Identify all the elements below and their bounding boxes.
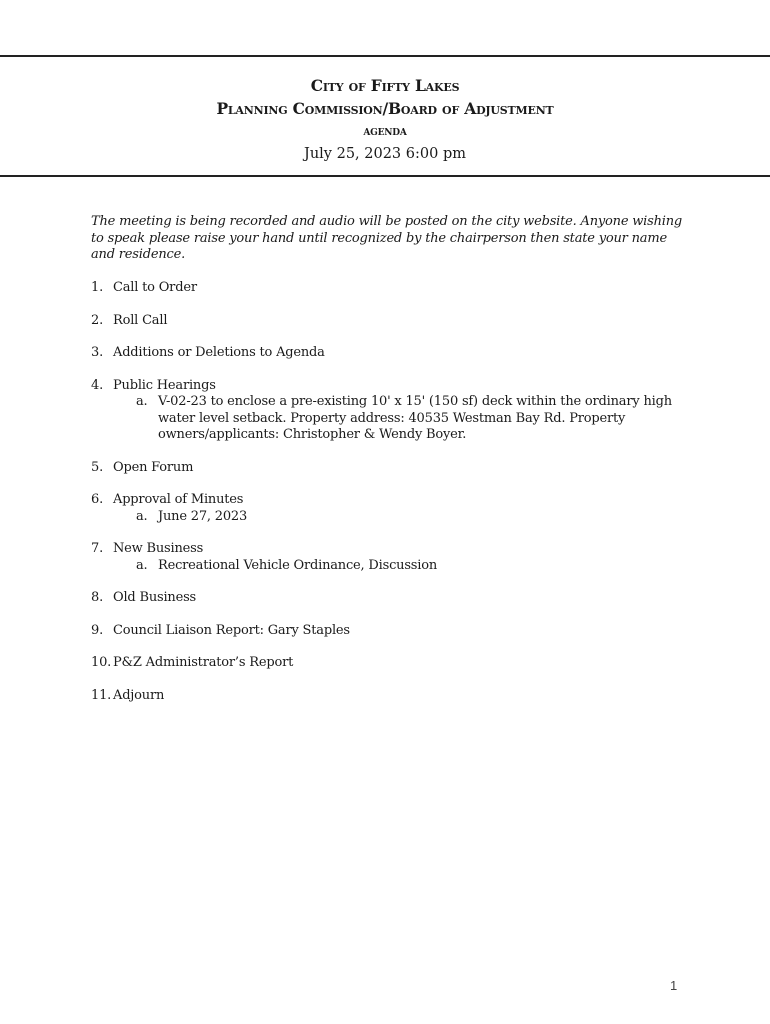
item-number: 5. bbox=[91, 459, 104, 475]
item-number: 10. bbox=[91, 655, 112, 670]
agenda-item bbox=[91, 378, 681, 444]
agenda-item bbox=[91, 460, 681, 477]
sub-item bbox=[136, 509, 681, 526]
item-label: Additions or Deletions to Agenda bbox=[113, 345, 325, 360]
page-number: 1 bbox=[670, 978, 678, 993]
item-label: Approval of Minutes bbox=[113, 492, 244, 507]
agenda-item bbox=[91, 688, 681, 705]
document-header bbox=[0, 74, 770, 165]
agenda-item bbox=[91, 280, 681, 297]
agenda-list bbox=[91, 280, 681, 720]
item-number: 2. bbox=[91, 312, 104, 328]
item-label: Adjourn bbox=[113, 687, 165, 703]
item-number: 1. bbox=[91, 280, 104, 295]
item-number: 11. bbox=[91, 687, 112, 703]
item-label: P&Z Administrator’s Report bbox=[113, 655, 294, 670]
item-label: Call to Order bbox=[113, 280, 197, 295]
agenda-item bbox=[91, 313, 681, 330]
recording-notice: The meeting is being recorded and audio will be posted on the city website. Anyone wishing to speak please raise your hand until recognized by the chairperson then state your name and residence. bbox=[91, 214, 683, 262]
item-number: 9. bbox=[91, 622, 104, 638]
item-label: Open Forum bbox=[113, 459, 194, 475]
agenda-item bbox=[91, 541, 681, 574]
city-title: City of Fifty Lakes bbox=[310, 76, 460, 95]
item-label: Public Hearings bbox=[113, 377, 216, 393]
meeting-date: July 25, 2023 6:00 pm bbox=[304, 146, 466, 162]
sub-item-letter: a. bbox=[136, 557, 148, 573]
item-number: 7. bbox=[91, 541, 104, 556]
agenda-item bbox=[91, 590, 681, 607]
sub-item-letter: a. bbox=[136, 508, 148, 524]
commission-title: Planning Commission/Board of Adjustment bbox=[216, 99, 554, 118]
sub-item bbox=[136, 394, 681, 444]
agenda-item bbox=[91, 492, 681, 525]
agenda-item bbox=[91, 655, 681, 672]
sub-item-letter: a. bbox=[136, 394, 148, 409]
agenda-item bbox=[91, 345, 681, 362]
sub-item-text: V-02-23 to enclose a pre-existing 10' x 15' (150 sf) deck within the ordinary high water level setback. Property address: 40535 Westman Bay Rd. Property owners/applicants: Christopher & Wendy Boyer. bbox=[158, 394, 672, 442]
item-label: Council Liaison Report: Gary Staples bbox=[113, 622, 350, 638]
item-label: Old Business bbox=[113, 590, 197, 605]
agenda-item bbox=[91, 623, 681, 640]
item-label: Roll Call bbox=[113, 312, 168, 328]
item-number: 8. bbox=[91, 590, 104, 605]
item-number: 4. bbox=[91, 377, 104, 393]
sub-item bbox=[136, 558, 681, 575]
sub-item-text: Recreational Vehicle Ordinance, Discussion bbox=[158, 557, 438, 573]
agenda-title: agenda bbox=[363, 124, 407, 139]
header-bottom-rule bbox=[0, 175, 770, 177]
item-label: New Business bbox=[113, 541, 204, 556]
item-number: 6. bbox=[91, 492, 104, 507]
item-number: 3. bbox=[91, 345, 104, 360]
header-top-rule bbox=[0, 55, 770, 57]
sub-item-text: June 27, 2023 bbox=[158, 508, 248, 524]
